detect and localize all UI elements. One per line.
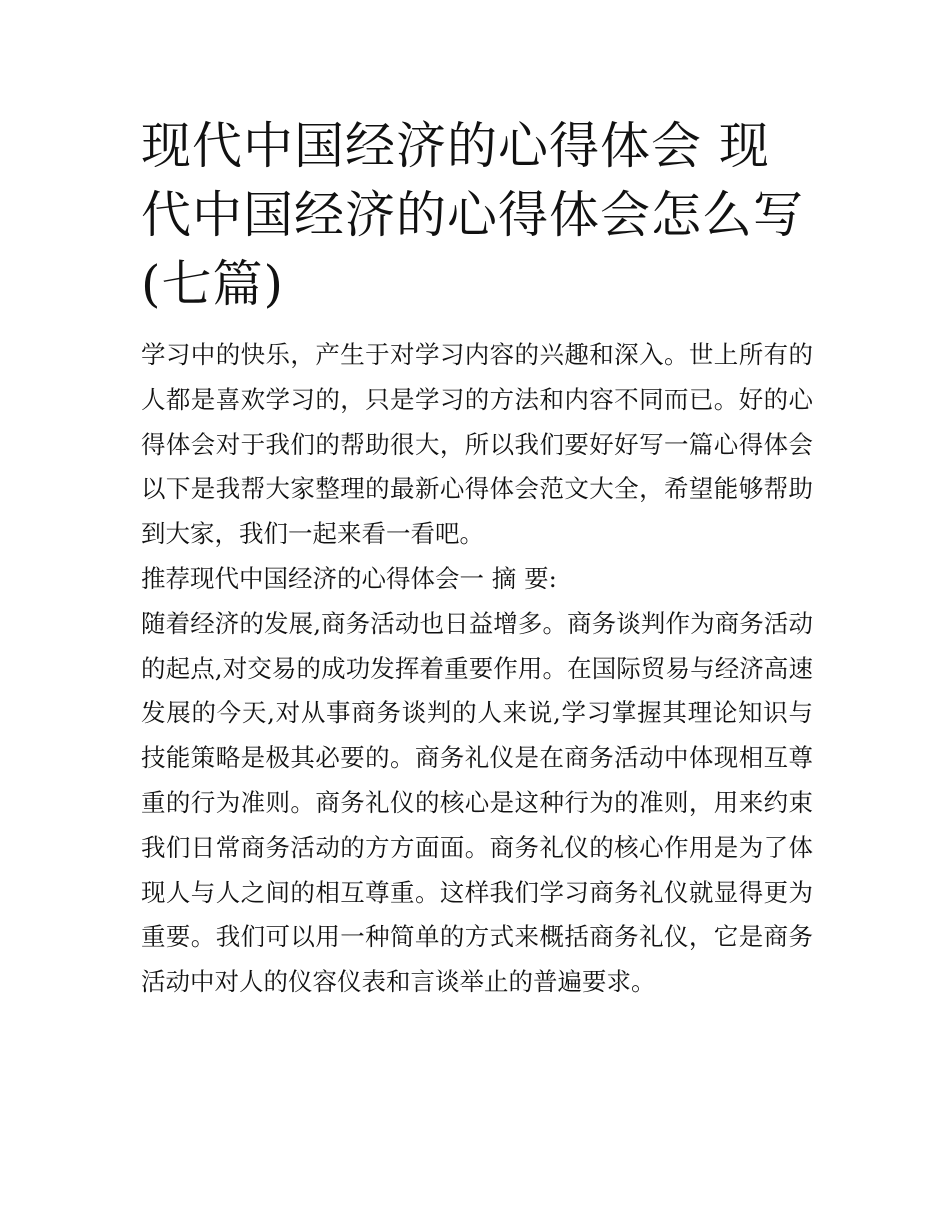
body-paragraph: 随着经济的发展,商务活动也日益增多。商务谈判作为商务活动的起点,对交易的成功发挥着重要作用。在国际贸易与经济高速发展的今天,对从事商务谈判的人来说,学习掌握其理论知识与技能策略是极其必要的。商务礼仪是在商务活动中体现相互尊重的行为准则。商务礼仪的核心是这种行为的准则，用来约束我们日常商务活动的方方面面。商务礼仪的核心作用是为了体现人与人之间的相互尊重。这样我们学习商务礼仪就显得更为重要。我们可以用一种简单的方式来概括商务礼仪，它是商务活动中对人的仪容仪表和言谈举止的普遍要求。 (141, 608, 813, 997)
section-heading-paragraph: 推荐现代中国经济的心得体会一 摘 要: (141, 563, 557, 593)
document-title: 现代中国经济的心得体会 现代中国经济的心得体会怎么写(七篇) (141, 117, 804, 313)
intro-paragraph: 学习中的快乐，产生于对学习内容的兴趣和深入。世上所有的人都是喜欢学习的，只是学习的方法和内容不同而已。好的心得体会对于我们的帮助很大，所以我们要好好写一篇心得体会以下是我帮大家整理的最新心得体会范文大全，希望能够帮助到大家，我们一起来看一看吧。 (141, 340, 813, 549)
document-content (141, 112, 813, 1005)
document-body (141, 333, 813, 1005)
